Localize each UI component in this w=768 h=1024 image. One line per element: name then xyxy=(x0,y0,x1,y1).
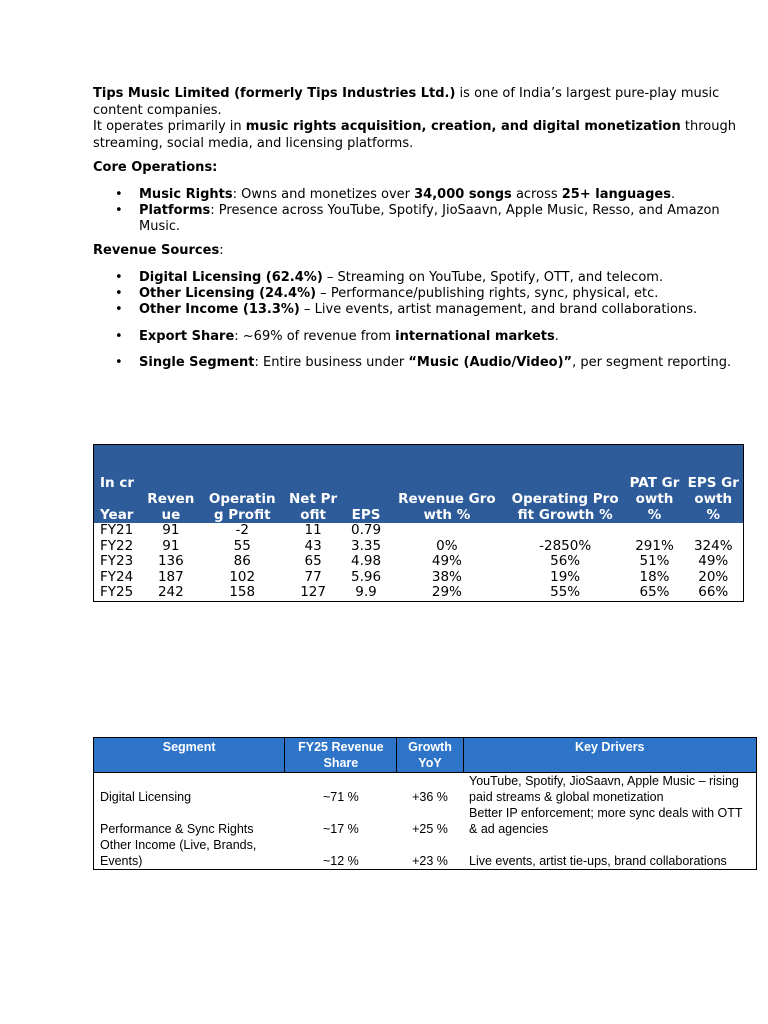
table-cell: +36 % xyxy=(412,790,448,804)
company-name: Tips Music Limited (formerly Tips Industries Ltd.) xyxy=(93,86,456,101)
table-cell: 65 xyxy=(304,553,322,569)
table-cell: 29% xyxy=(431,584,462,600)
year-cell: FY24 xyxy=(100,568,134,585)
year-cell: FY22 xyxy=(100,537,134,554)
core-operations-heading: Core Operations: xyxy=(93,160,218,175)
table-cell: Performance & Sync Rights xyxy=(94,805,285,837)
table-cell: 20% xyxy=(698,568,729,585)
export-share-list xyxy=(93,329,753,345)
table-cell: 56% xyxy=(550,553,581,569)
year-cell: FY25 xyxy=(100,584,134,600)
table-cell: 55% xyxy=(550,584,581,600)
table-cell: 4.98 xyxy=(351,553,382,569)
segments-table xyxy=(93,737,757,870)
table-cell: 77 xyxy=(304,568,322,585)
column-header: Revenue Growth % xyxy=(389,445,505,524)
year-cell: FY23 xyxy=(100,553,134,569)
year-cell: FY21 xyxy=(100,522,134,538)
table-cell: 91 xyxy=(162,537,180,554)
column-header: EPS xyxy=(343,445,389,524)
table-cell: -2 xyxy=(235,522,249,538)
single-segment-list xyxy=(93,355,753,371)
list-item: • Other Licensing (24.4%) – Performance/publishing rights, sync, physical, etc. xyxy=(93,286,753,302)
table-cell xyxy=(505,523,626,539)
table-row xyxy=(94,523,744,539)
table-cell: 55 xyxy=(233,537,251,554)
table-cell: 136 xyxy=(157,553,184,569)
table-cell: ~12 % xyxy=(322,854,359,868)
column-header: Net Profit xyxy=(283,445,343,524)
table-cell: 65% xyxy=(639,584,670,600)
table-cell: ~71 % xyxy=(322,790,359,804)
column-header: FY25 Revenue Share xyxy=(285,738,397,773)
table-cell: 11 xyxy=(304,522,322,538)
table-cell: Digital Licensing xyxy=(94,773,285,806)
list-item: • Other Income (13.3%) – Live events, artist management, and brand collaborations. xyxy=(93,302,753,318)
column-header: Segment xyxy=(94,738,285,773)
table-cell: 0.79 xyxy=(351,522,382,538)
list-item: • Export Share: ~69% of revenue from international markets. xyxy=(93,329,753,345)
table-cell: 86 xyxy=(233,553,251,569)
table-cell: Live events, artist tie-ups, brand collaborations xyxy=(469,854,727,868)
table-cell: Other Income (Live, Brands, Events) xyxy=(94,837,285,870)
column-header: Operating Profit Growth % xyxy=(505,445,626,524)
revenue-sources-list xyxy=(93,270,753,319)
table-cell: 102 xyxy=(229,568,256,585)
table-cell: 91 xyxy=(162,522,180,538)
table-cell xyxy=(389,523,505,539)
column-header: EPS Growth % xyxy=(683,445,743,524)
intro-paragraph: Tips Music Limited (formerly Tips Industries Ltd.) is one of India’s largest pure-play music content companies. It operates primarily in music rights acquisition, creation, and digital monetization through streaming, social media, and licensing platforms. xyxy=(93,86,736,151)
table-row xyxy=(94,837,757,870)
table-row xyxy=(94,773,757,806)
column-header: Revenue xyxy=(140,445,201,524)
table-cell: 49% xyxy=(431,553,462,569)
table-row xyxy=(94,585,744,601)
table-cell: 19% xyxy=(550,568,581,585)
table-cell: 18% xyxy=(639,568,670,585)
table-cell: -2850% xyxy=(539,537,592,554)
table-cell: 324% xyxy=(693,537,733,554)
list-item: • Single Segment: Entire business under “Music (Audio/Video)”, per segment reporting. xyxy=(93,355,753,371)
table-cell: 51% xyxy=(639,553,670,569)
column-header: Operating Profit xyxy=(201,445,283,524)
table-cell: +25 % xyxy=(412,822,448,836)
table-cell: 187 xyxy=(157,568,184,585)
list-item: • Platforms: Presence across YouTube, Spotify, JioSaavn, Apple Music, Resso, and Amazon Music. xyxy=(93,203,753,236)
column-header: PAT Growth % xyxy=(626,445,684,524)
year-header: In cr Year xyxy=(94,445,141,524)
table-cell: 43 xyxy=(304,537,322,554)
table-cell: 242 xyxy=(157,584,184,600)
table-row xyxy=(94,539,744,555)
document-body xyxy=(93,86,753,371)
table-cell: Better IP enforcement; more sync deals with OTT & ad agencies xyxy=(469,806,743,836)
table-cell: 158 xyxy=(229,584,256,600)
table-cell: 0% xyxy=(436,537,458,554)
table-cell: 5.96 xyxy=(351,568,382,585)
table-cell xyxy=(683,523,743,539)
table-row xyxy=(94,570,744,586)
table-cell xyxy=(626,523,684,539)
list-item: • Digital Licensing (62.4%) – Streaming on YouTube, Spotify, OTT, and telecom. xyxy=(93,270,753,286)
table-cell: 66% xyxy=(698,584,729,600)
table-cell: 9.9 xyxy=(355,584,377,600)
column-header: Key Drivers xyxy=(463,738,756,773)
table-cell: 127 xyxy=(300,584,326,600)
financials-table xyxy=(93,444,744,602)
table-cell: 291% xyxy=(635,537,674,554)
column-header: Growth YoY xyxy=(397,738,463,773)
table-cell: +23 % xyxy=(412,854,448,868)
table-cell: YouTube, Spotify, JioSaavn, Apple Music – rising paid streams & global monetization xyxy=(469,774,739,804)
table-cell: 3.35 xyxy=(351,537,382,554)
table-cell: 38% xyxy=(431,568,462,585)
table-row xyxy=(94,805,757,837)
revenue-sources-heading: Revenue Sources: xyxy=(93,243,224,259)
core-operations-list xyxy=(93,187,753,236)
table-row xyxy=(94,554,744,570)
table-cell: ~17 % xyxy=(322,822,359,836)
table-cell: 49% xyxy=(698,553,729,569)
list-item: • Music Rights: Owns and monetizes over 34,000 songs across 25+ languages. xyxy=(93,187,753,203)
